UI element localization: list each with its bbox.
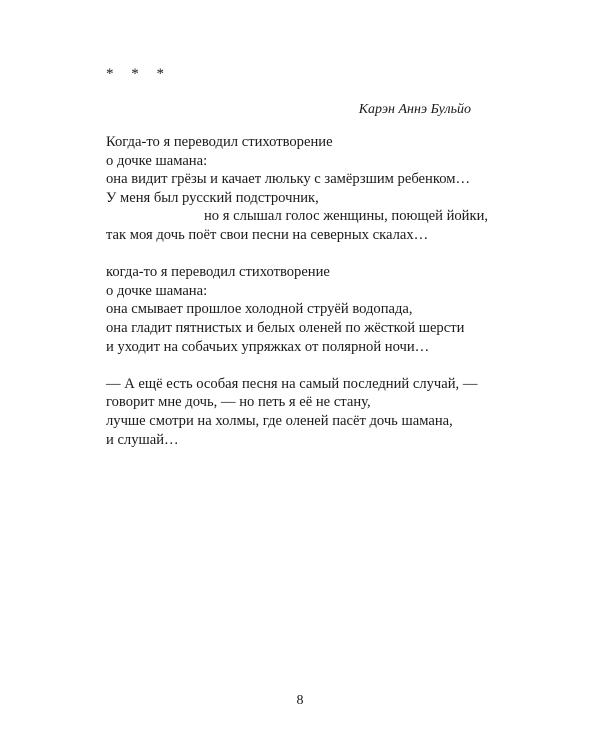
poem-line: она видит грёзы и качает люльку с замёрзшим ребенком… [106,171,471,188]
poem-line: Когда-то я переводил стихотворение [106,134,333,150]
poem-stanza-3 [106,375,496,449]
poem-author: Карэн Аннэ Бульйо [358,102,471,117]
poem-line: У меня был русский подстрочник, [106,189,319,206]
page-number: 8 [296,693,304,708]
poem-body [106,133,496,468]
poem-line: так моя дочь поёт свои песни на северных скалах… [106,226,429,243]
poem-line: когда-то я переводил стихотворение [106,264,330,281]
poem-line: лучше смотри на холмы, где оленей пасёт дочь шамана, [106,412,453,429]
poem-line: она гладит пятнистых и белых оленей по жёсткой шерсти [106,319,465,336]
poem-stanza-1 [106,133,496,245]
poem-line: — А ещё есть особая песня на самый последний случай, — [106,375,478,392]
poem-stanza-2 [106,263,496,356]
poem-line: говорит мне дочь, — но петь я её не стану, [106,394,371,411]
section-divider-stars: * * * [106,66,171,82]
poem-line-indented: но я слышал голос женщины, поющей йойки, [204,208,489,225]
poem-line: о дочке шамана: [106,282,208,299]
poem-line: о дочке шамана: [106,152,208,169]
poem-line: и уходит на собачьих упряжках от полярной ночи… [106,338,430,355]
poem-line: и слушай… [106,431,179,448]
poem-line: она смывает прошлое холодной струёй водопада, [106,301,413,318]
